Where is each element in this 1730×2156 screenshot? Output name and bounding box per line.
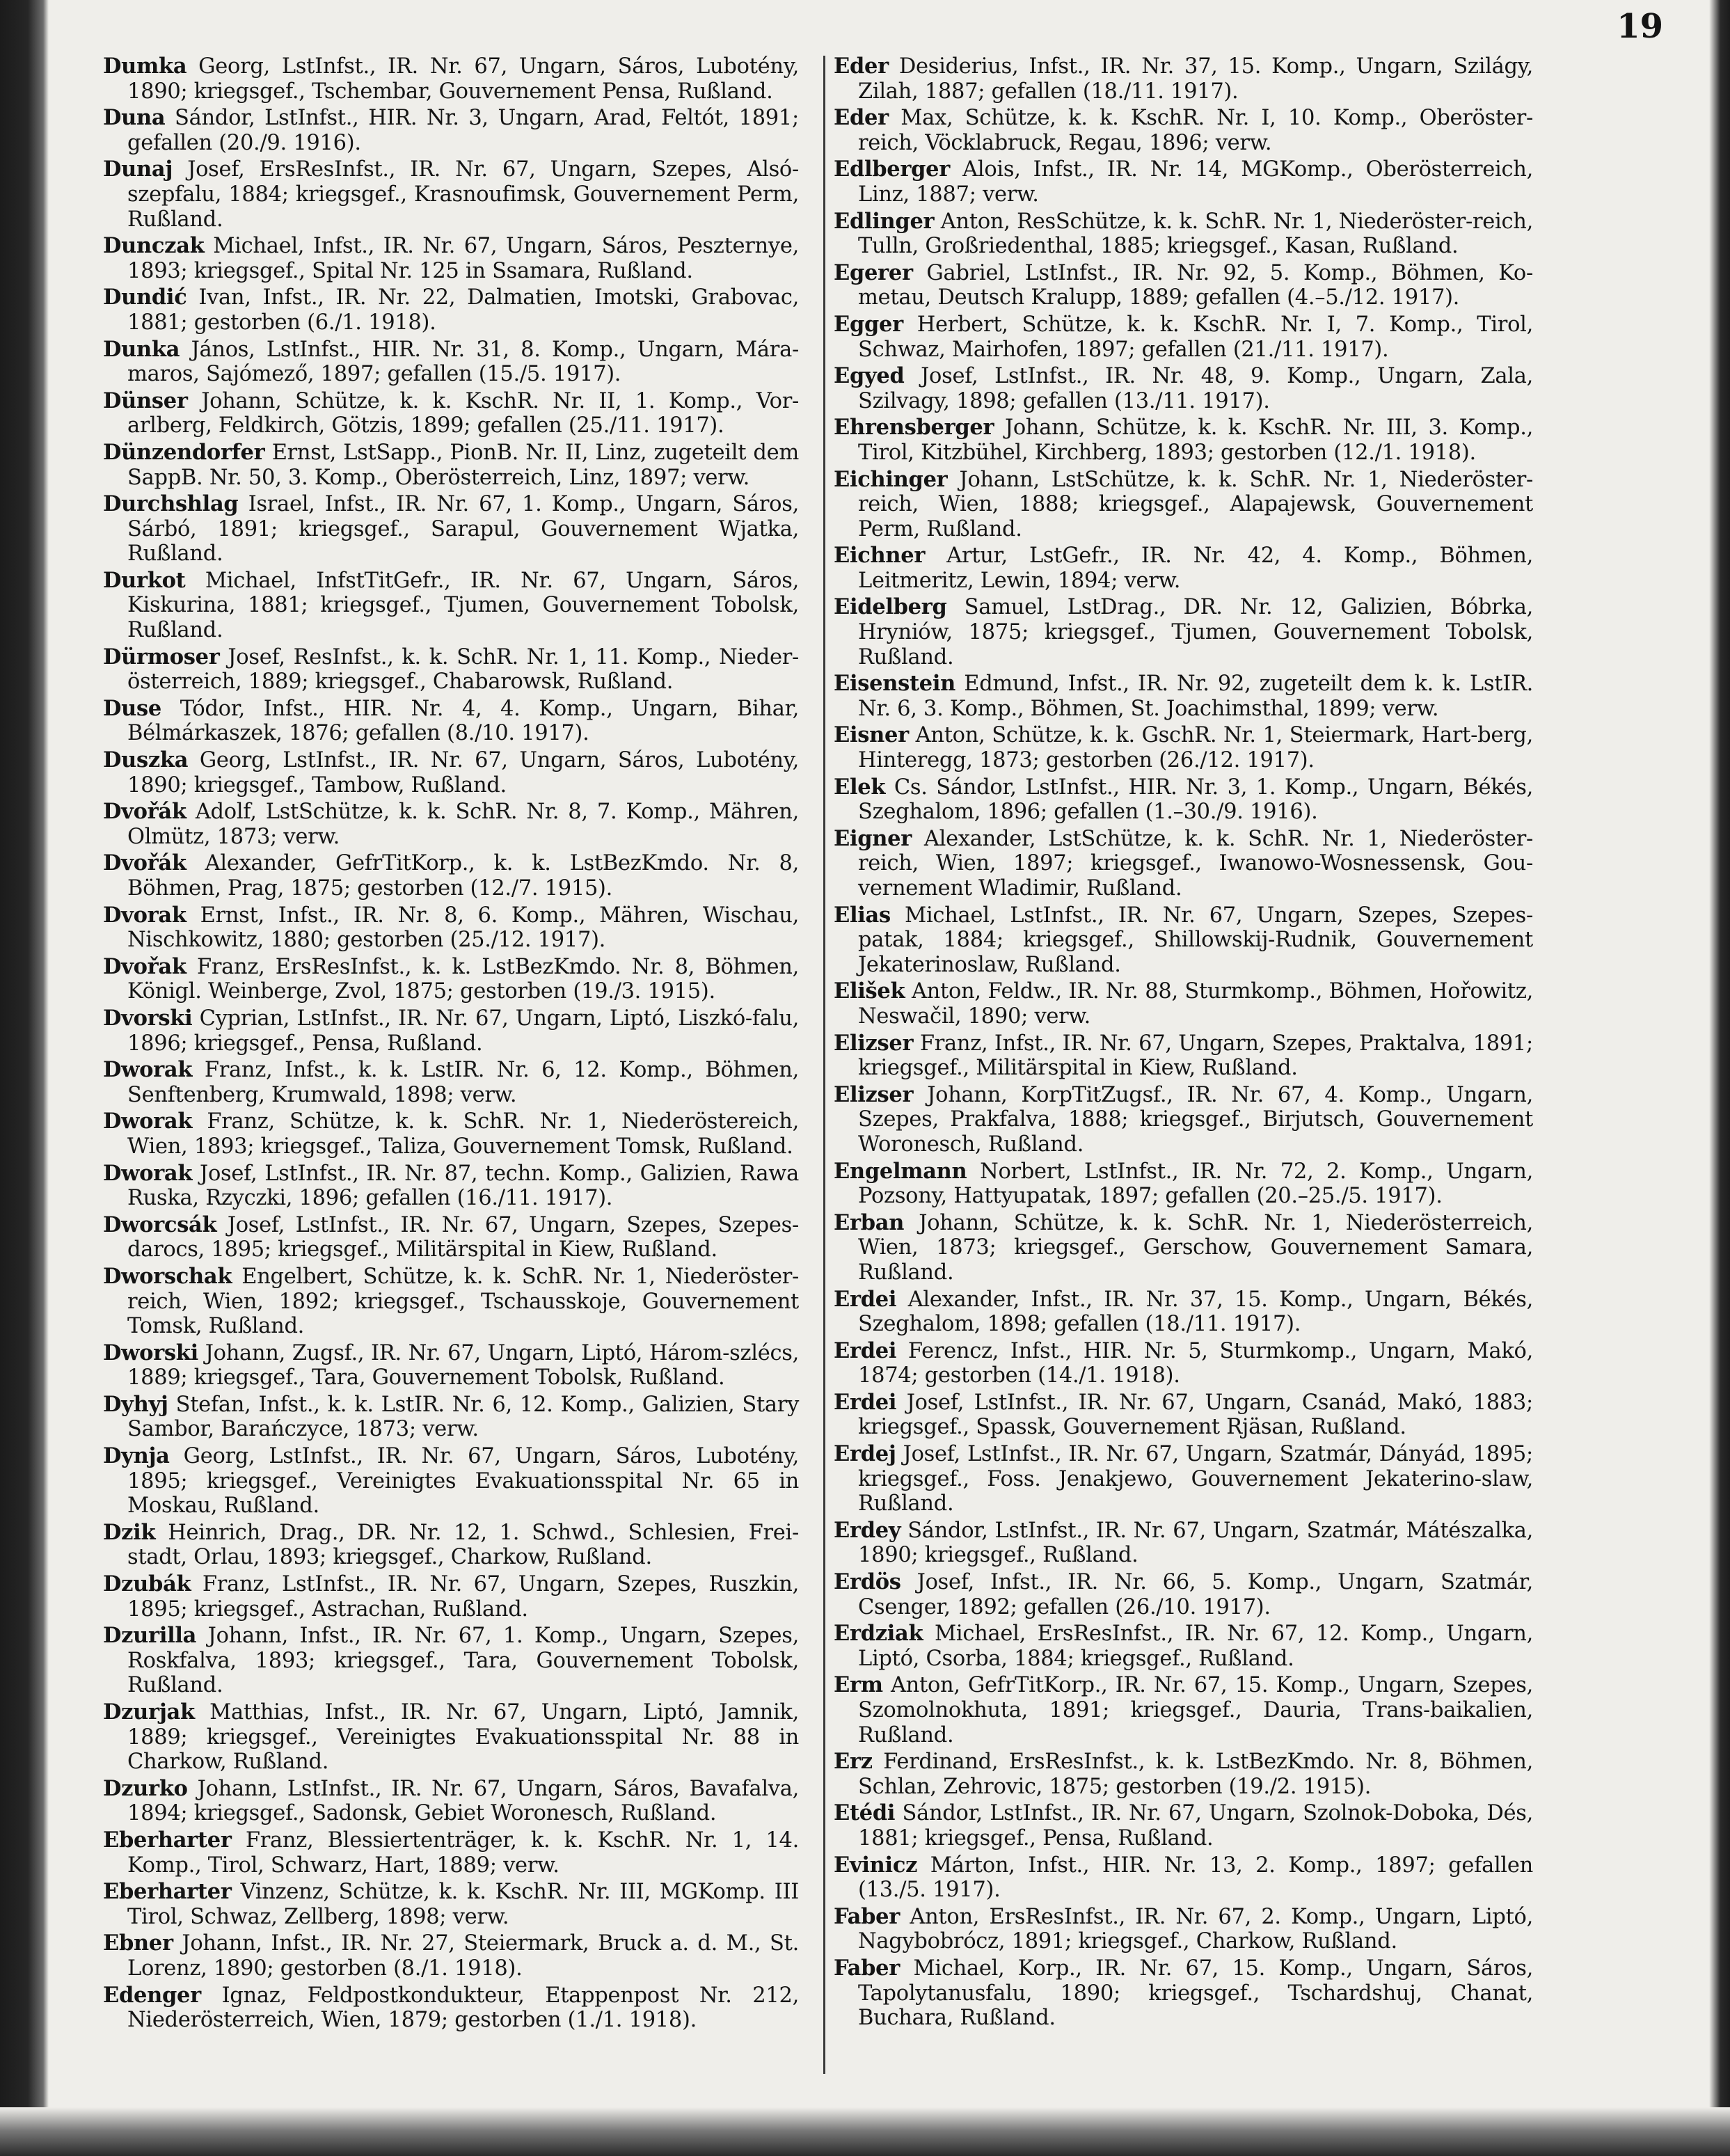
entry-surname: Durchshlag [103,491,239,517]
casualty-entry [834,1570,1533,1619]
entry-surname: Dworski [103,1340,198,1365]
casualty-entry [834,903,1533,978]
entry-details: Michael, ErsResInfst., IR. Nr. 67, 12. Komp., Ungarn, Liptó, Csorba, 1884; kriegsgef., Rußland. [858,1622,1533,1671]
entry-details: Norbert, LstInfst., IR. Nr. 72, 2. Komp., Ungarn, Pozsony, Hattyupatak, 1897; gefallen (20.–25./5. 1917). [858,1159,1533,1209]
casualty-entry [834,415,1533,465]
entry-details: Michael, Korp., IR. Nr. 67, 15. Komp., Ungarn, Sáros, Tapolytanusfalu, 1890; kriegsgef., Tschardshuj, Chanat, Buchara, Rußland. [858,1956,1533,2031]
entry-surname: Dvořák [103,799,187,825]
entry-details: Max, Schütze, k. k. KschR. Nr. I, 10. Komp., Oberöster-reich, Vöcklabruck, Regau, 1896; verw. [858,106,1533,155]
entry-details: Michael, InfstTitGefr., IR. Nr. 67, Ungarn, Sáros, Kiskurina, 1881; kriegsgef., Tjumen, Gouvernement Tobolsk, Rußland. [127,568,799,643]
casualty-entry [103,441,799,490]
entry-details: Johann, LstInfst., IR. Nr. 67, Ungarn, Sáros, Bavafalva, 1894; kriegsgef., Sadonsk, Gebiet Woronesch, Rußland. [127,1776,800,1826]
casualty-entry [834,1750,1533,1799]
entry-details: Anton, ResSchütze, k. k. SchR. Nr. 1, Niederöster-reich, Tulln, Großriedenthal, 1885; kriegsgef., Kasan, Rußland. [858,209,1533,259]
entry-surname: Faber [834,1903,900,1929]
entry-surname: Dundić [103,285,187,310]
casualty-entry [103,234,799,283]
entry-details: Artur, LstGefr., IR. Nr. 42, 4. Komp., Böhmen, Leitmeritz, Lewin, 1894; verw. [858,544,1533,593]
entry-details: Israel, Infst., IR. Nr. 67, 1. Komp., Ungarn, Sáros, Sárbó, 1891; kriegsgef., Sarapul, Gouvernement Wjatka, Rußland. [127,492,799,566]
casualty-entry [834,1853,1533,1903]
casualty-entry [834,312,1533,362]
casualty-entry [103,338,799,387]
entry-details: Heinrich, Drag., DR. Nr. 12, 1. Schwd., Schlesien, Frei-stadt, Orlau, 1893; kriegsgef., Charkow, Rußland. [127,1520,799,1570]
entry-details: Alexander, GefrTitKorp., k. k. LstBezKmdo. Nr. 8, Böhmen, Prag, 1875; gestorben (12./7. 1915). [127,851,799,901]
entry-surname: Dvořák [103,850,187,876]
casualty-entry [103,54,799,104]
casualty-entry [834,1031,1533,1081]
page-number: 19 [1617,7,1663,46]
casualty-entry [103,1700,799,1775]
casualty-entry [834,1211,1533,1285]
entry-surname: Egger [834,311,903,337]
casualty-entry [103,851,799,901]
casualty-entry [834,157,1533,207]
entry-details: Anton, ErsResInfst., IR. Nr. 67, 2. Komp., Ungarn, Liptó, Nagybobrócz, 1891; kriegsgef., Charkow, Rußland. [858,1904,1533,1954]
entry-surname: Ehrensberger [834,415,994,441]
entry-details: Sándor, LstInfst., HIR. Nr. 3, Ungarn, Arad, Feltót, 1891; gefallen (20./9. 1916). [127,106,799,155]
entry-surname: Duna [103,105,166,131]
entry-surname: Eichner [834,543,926,569]
entry-details: Anton, GefrTitKorp., IR. Nr. 67, 15. Komp., Ungarn, Szepes, Szomolnokhuta, 1891; kriegsgef., Dauria, Trans-baikalien, Rußland. [858,1673,1533,1747]
casualty-entry [834,1956,1533,2031]
entry-surname: Dünzendorfer [103,439,265,465]
entry-details: Stefan, Infst., k. k. LstIR. Nr. 6, 12. Komp., Galizien, Stary Sambor, Barańczyce, 1873; verw. [127,1392,799,1442]
entry-surname: Ebner [103,1931,173,1956]
entry-surname: Dunaj [103,157,173,182]
casualty-entry [103,903,799,953]
casualty-entry [834,209,1533,259]
entry-details: Johann, LstSchütze, k. k. SchR. Nr. 1, Niederöster-reich, Wien, 1888; kriegsgef., Alapajewsk, Gouvernement Perm, Rußland. [858,467,1533,541]
entry-surname: Erm [834,1672,883,1698]
entry-details: Alois, Infst., IR. Nr. 14, MGKomp., Oberösterreich, Linz, 1887; verw. [858,157,1534,207]
casualty-entry [834,1519,1533,1568]
entry-surname: Elizser [834,1030,914,1056]
entry-details: Franz, ErsResInfst., k. k. LstBezKmdo. Nr. 8, Böhmen, Königl. Weinberge, Zvol, 1875; gestorben (19./3. 1915). [127,954,799,1004]
entry-surname: Faber [834,1955,900,1981]
entry-details: Franz, Infst., IR. Nr. 67, Ungarn, Szepes, Praktalva, 1891; kriegsgef., Militärspital in Kiew, Rußland. [858,1031,1533,1081]
entry-details: Ernst, LstSapp., PionB. Nr. II, Linz, zugeteilt dem SappB. Nr. 50, 3. Komp., Oberösterreich, Linz, 1897; verw. [127,440,799,490]
entry-surname: Dworschak [103,1263,232,1289]
entry-details: Anton, Schütze, k. k. GschR. Nr. 1, Steiermark, Hart-berg, Hinteregg, 1873; gestorben (26./12. 1917). [858,723,1533,773]
entry-details: Sándor, LstInfst., IR. Nr. 67, Ungarn, Szolnok-Doboka, Dés, 1881; kriegsgef., Pensa, Rußland. [858,1801,1533,1850]
entry-details: Johann, Zugsf., IR. Nr. 67, Ungarn, Liptó, Három-szlécs, 1889; kriegsgef., Tara, Gouvernement Tobolsk, Rußland. [127,1340,799,1390]
casualty-entry [834,979,1533,1029]
entry-surname: Egerer [834,260,913,285]
casualty-entry [103,1213,799,1262]
entry-surname: Dunczak [103,233,205,259]
entry-surname: Eberharter [103,1827,232,1853]
entry-surname: Erban [834,1210,905,1235]
casualty-entry [834,261,1533,310]
casualty-entry [103,1572,799,1622]
casualty-entry [834,106,1533,155]
entry-details: Josef, LstInfst., IR. Nr. 67, Ungarn, Szepes, Szepes-darocs, 1895; kriegsgef., Militärspital in Kiew, Rußland. [127,1212,799,1262]
casualty-entry [103,1880,799,1929]
entry-details: Gabriel, LstInfst., IR. Nr. 92, 5. Komp., Böhmen, Ko-metau, Deutsch Kralupp, 1889; gefallen (4.–5./12. 1917). [858,260,1533,310]
entry-surname: Etédi [834,1800,896,1826]
entry-details: Sándor, LstInfst., IR. Nr. 67, Ungarn, Szatmár, Mátészalka, 1890; kriegsgef., Rußland. [858,1518,1533,1568]
entry-details: Johann, Schütze, k. k. SchR. Nr. 1, Niederösterreich, Wien, 1873; kriegsgef., Gerschow, Gouvernement Samara, Rußland. [858,1210,1533,1285]
entry-surname: Dzurilla [103,1623,197,1649]
right-column [834,54,1533,2033]
entry-surname: Duszka [103,747,189,773]
entry-details: Cs. Sándor, LstInfst., HIR. Nr. 3, 1. Komp., Ungarn, Békés, Szeghalom, 1896; gefallen (1.–30./9. 1916). [858,775,1533,825]
casualty-entry [834,364,1533,413]
casualty-entry [103,1006,799,1056]
entry-details: Anton, Feldw., IR. Nr. 88, Sturmkomp., Böhmen, Hořowitz, Neswačil, 1890; verw. [858,979,1533,1029]
casualty-entry [103,492,799,566]
entry-surname: Dynja [103,1443,170,1469]
entry-details: Johann, KorpTitZugsf., IR. Nr. 67, 4. Komp., Ungarn, Szepes, Prakfalva, 1888; kriegsgef., Birjutsch, Gouvernement Woronesch, Rußland. [858,1082,1533,1157]
entry-details: Josef, LstInfst., IR. Nr. 87, techn. Komp., Galizien, Rawa Ruska, Rzyczki, 1896; gefallen (16./11. 1917). [127,1161,799,1211]
entry-details: Michael, LstInfst., IR. Nr. 67, Ungarn, Szepes, Szepes-patak, 1884; kriegsgef., Shillowskij-Rudnik, Gouvernement Jekaterinoslaw, Rußland. [858,903,1533,977]
entry-surname: Dvorak [103,902,187,928]
casualty-entry [103,157,799,232]
entry-details: Ernst, Infst., IR. Nr. 8, 6. Komp., Mähren, Wischau, Nischkowitz, 1880; gestorben (25./12. 1917). [127,903,799,953]
entry-details: Franz, Blessiertenträger, k. k. KschR. Nr. 1, 14. Komp., Tirol, Schwarz, Hart, 1889; verw. [127,1828,799,1878]
entry-details: Ferencz, Infst., HIR. Nr. 5, Sturmkomp., Ungarn, Makó, 1874; gestorben (14./1. 1918). [858,1338,1533,1388]
entry-surname: Erdei [834,1286,897,1312]
entry-surname: Eichinger [834,466,948,492]
casualty-entry [834,827,1533,901]
entry-surname: Egyed [834,363,905,389]
entry-surname: Duse [103,695,162,721]
casualty-entry [834,723,1533,772]
casualty-entry [834,775,1533,825]
entry-details: Tódor, Infst., HIR. Nr. 4, 4. Komp., Ungarn, Bihar, Bélmárkaszek, 1876; gefallen (8./10. 1917). [127,696,799,746]
entry-surname: Eder [834,105,889,131]
casualty-entry [103,645,799,695]
entry-details: Adolf, LstSchütze, k. k. SchR. Nr. 8, 7. Komp., Mähren, Olmütz, 1873; verw. [127,800,799,849]
entry-surname: Eisenstein [834,671,956,697]
entry-surname: Dumka [103,54,187,79]
scan-left-border [0,0,49,2156]
entry-details: Johann, Infst., IR. Nr. 67, 1. Komp., Ungarn, Szepes, Roskfalva, 1893; kriegsgef., Tara, Gouvernement Tobolsk, Rußland. [127,1624,799,1698]
casualty-entry [103,1341,799,1390]
casualty-entry [834,1390,1533,1440]
entry-details: Ferdinand, ErsResInfst., k. k. LstBezKmdo. Nr. 8, Böhmen, Schlan, Zehrovic, 1875; gestorben (19./2. 1915). [858,1750,1533,1799]
entry-details: Franz, Schütze, k. k. SchR. Nr. 1, Niederöstereich, Wien, 1893; kriegsgef., Taliza, Gouvernement Tomsk, Rußland. [127,1109,799,1159]
casualty-entry [834,54,1533,104]
scan-right-border [1709,0,1730,2156]
entry-surname: Dworak [103,1109,193,1134]
entry-details: János, LstInfst., HIR. Nr. 31, 8. Komp., Ungarn, Mára-maros, Sajómező, 1897; gefallen (15./5. 1917). [127,337,799,387]
entry-details: Josef, ResInfst., k. k. SchR. Nr. 1, 11. Komp., Nieder-österreich, 1889; kriegsgef., Chabarowsk, Rußland. [127,644,799,695]
casualty-entry [834,1287,1533,1337]
casualty-entry [834,595,1533,669]
entry-details: Alexander, Infst., IR. Nr. 37, 15. Komp., Ungarn, Békés, Szeghalom, 1898; gefallen (18./11. 1917). [858,1287,1533,1337]
casualty-entry [103,285,799,335]
entry-surname: Engelmann [834,1158,967,1184]
entry-surname: Erdey [834,1517,901,1543]
entry-surname: Erdei [834,1338,897,1363]
entry-surname: Elek [834,774,886,800]
entry-surname: Dyhyj [103,1391,168,1417]
casualty-entry [834,1801,1533,1850]
entry-details: Georg, LstInfst., IR. Nr. 67, Ungarn, Sáros, Lubotény, 1895; kriegsgef., Vereinigtes Evakuationsspital Nr. 65 in Moskau, Rußland. [127,1444,799,1519]
entry-details: Josef, Infst., IR. Nr. 66, 5. Komp., Ungarn, Szatmár, Csenger, 1892; gefallen (26./10. 1917). [858,1570,1533,1619]
casualty-entry [103,389,799,438]
entry-surname: Edenger [103,1982,201,2008]
entry-details: Johann, Schütze, k. k. KschR. Nr. III, 3. Komp., Tirol, Kitzbühel, Kirchberg, 1893; gestorben (12./1. 1918). [858,415,1533,465]
casualty-entry [103,1162,799,1211]
entry-surname: Eder [834,54,889,79]
entry-details: Johann, Schütze, k. k. KschR. Nr. II, 1. Komp., Vor-arlberg, Feldkirch, Götzis, 1899; gefallen (25./11. 1917). [127,388,799,438]
entry-details: Alexander, LstSchütze, k. k. SchR. Nr. 1, Niederöster-reich, Wien, 1897; kriegsgef., Iwanowo-Wosnessensk, Gou-vernement Wladimir, Rußland. [858,826,1533,901]
casualty-entry [103,106,799,155]
casualty-entry [834,1673,1533,1747]
entry-surname: Dunka [103,336,180,362]
casualty-entry [834,1622,1533,1671]
casualty-entry [103,1109,799,1159]
entry-surname: Erz [834,1749,873,1775]
entry-surname: Elias [834,902,891,928]
entry-details: Josef, LstInfst., IR. Nr. 67, Ungarn, Szatmár, Dányád, 1895; kriegsgef., Foss. Jenakjewo, Gouvernement Jekaterino-slaw, Rußland. [858,1442,1533,1516]
casualty-entry [103,1624,799,1698]
entry-surname: Eigner [834,825,912,851]
entry-details: Michael, Infst., IR. Nr. 67, Ungarn, Sáros, Peszternye, 1893; kriegsgef., Spital Nr. 125 in Ssamara, Rußland. [127,234,799,283]
entry-details: Georg, LstInfst., IR. Nr. 67, Ungarn, Sáros, Lubotény, 1890; kriegsgef., Tambow, Rußland. [127,748,799,798]
casualty-entry [103,1828,799,1878]
casualty-entry [103,1931,799,1981]
entry-details: Josef, ErsResInfst., IR. Nr. 67, Ungarn, Szepes, Alsó-szepfalu, 1884; kriegsgef., Krasnoufimsk, Gouvernement Perm, Rußland. [127,157,799,232]
entry-details: Josef, LstInfst., IR. Nr. 67, Ungarn, Csanád, Makó, 1883; kriegsgef., Spassk, Gouvernement Rjäsan, Rußland. [858,1390,1533,1440]
entry-details: Herbert, Schütze, k. k. KschR. Nr. I, 7. Komp., Tirol, Schwaz, Mairhofen, 1897; gefallen (21./11. 1917). [858,312,1533,362]
entry-surname: Edlinger [834,208,935,234]
entry-surname: Dworcsák [103,1212,217,1237]
entry-surname: Edlberger [834,157,951,182]
casualty-entry [103,748,799,798]
entry-surname: Elizser [834,1081,914,1107]
entry-surname: Durkot [103,567,186,593]
entry-surname: Dworak [103,1057,193,1083]
entry-surname: Dürmoser [103,644,220,669]
entry-surname: Dvorski [103,1005,193,1031]
entry-details: Vinzenz, Schütze, k. k. KschR. Nr. III, MGKomp. III Tirol, Schwaz, Zellberg, 1898; verw. [127,1880,799,1929]
entry-details: Samuel, LstDrag., DR. Nr. 12, Galizien, Bóbrka, Hryniów, 1875; kriegsgef., Tjumen, Gouvernement Tobolsk, Rußland. [858,595,1533,669]
casualty-entry [834,1083,1533,1157]
entry-surname: Dworak [103,1160,193,1186]
casualty-entry [103,1521,799,1570]
casualty-entry [834,1442,1533,1516]
entry-surname: Eidelberg [834,594,947,620]
entry-details: Edmund, Infst., IR. Nr. 92, zugeteilt dem k. k. LstIR. Nr. 6, 3. Komp., Böhmen, St. Joachimsthal, 1899; verw. [858,672,1533,721]
casualty-entry [103,955,799,1004]
entry-surname: Eberharter [103,1879,232,1905]
entry-details: Franz, Infst., k. k. LstIR. Nr. 6, 12. Komp., Böhmen, Senftenberg, Krumwald, 1898; verw. [127,1058,799,1107]
casualty-entry [834,544,1533,593]
entry-surname: Evinicz [834,1852,918,1878]
entry-details: Cyprian, LstInfst., IR. Nr. 67, Ungarn, Liptó, Liszkó-falu, 1896; kriegsgef., Pensa, Rußland. [127,1006,799,1056]
casualty-entry [103,1777,799,1826]
entry-surname: Dzurko [103,1775,188,1801]
entry-surname: Dzik [103,1519,156,1545]
entry-details: Georg, LstInfst., IR. Nr. 67, Ungarn, Sáros, Lubotény, 1890; kriegsgef., Tschembar, Gouvernement Pensa, Rußland. [127,54,799,104]
left-column [103,54,799,2035]
casualty-entry [103,1265,799,1339]
casualty-entry [834,468,1533,542]
entry-details: Márton, Infst., HIR. Nr. 13, 2. Komp., 1897; gefallen (13./5. 1917). [858,1853,1533,1903]
casualty-entry [103,1983,799,2033]
casualty-entry [103,1444,799,1519]
column-divider [823,56,825,2074]
entry-surname: Erdej [834,1441,896,1467]
entry-surname: Eisner [834,722,909,748]
casualty-entry [103,697,799,746]
entry-surname: Dzubák [103,1571,191,1597]
entry-surname: Dünser [103,388,188,413]
entry-details: Franz, LstInfst., IR. Nr. 67, Ungarn, Szepes, Ruszkin, 1895; kriegsgef., Astrachan, Rußland. [127,1572,799,1622]
scan-bottom-border [0,2107,1730,2156]
entry-details: Josef, LstInfst., IR. Nr. 48, 9. Komp., Ungarn, Zala, Szilvagy, 1898; gefallen (13./11. 1917). [858,364,1533,413]
casualty-entry [103,1058,799,1107]
casualty-entry [834,672,1533,721]
entry-surname: Dvořak [103,953,187,979]
casualty-entry [103,800,799,849]
casualty-entry [103,1393,799,1442]
entry-surname: Erdös [834,1569,901,1595]
entry-details: Desiderius, Infst., IR. Nr. 37, 15. Komp., Ungarn, Szilágy, Zilah, 1887; gefallen (18./11. 1917). [858,54,1533,104]
casualty-entry [834,1905,1533,1954]
entry-details: Johann, Infst., IR. Nr. 27, Steiermark, Bruck a. d. M., St. Lorenz, 1890; gestorben (8./1. 1918). [127,1931,799,1981]
entry-surname: Dzurjak [103,1699,195,1725]
casualty-entry [834,1159,1533,1209]
entry-details: Engelbert, Schütze, k. k. SchR. Nr. 1, Niederöster-reich, Wien, 1892; kriegsgef., Tschausskoje, Gouvernement Tomsk, Rußland. [127,1264,799,1339]
entry-details: Ivan, Infst., IR. Nr. 22, Dalmatien, Imotski, Grabovac, 1881; gestorben (6./1. 1918). [127,285,799,335]
casualty-entry [103,569,799,643]
entry-surname: Erdei [834,1389,897,1415]
entry-surname: Erdziak [834,1621,923,1647]
entry-details: Matthias, Infst., IR. Nr. 67, Ungarn, Liptó, Jamnik, 1889; kriegsgef., Vereinigtes Evakuationsspital Nr. 88 in Charkow, Rußland. [127,1700,799,1775]
entry-details: Ignaz, Feldpostkondukteur, Etappenpost Nr. 212, Niederösterreich, Wien, 1879; gestorben (1./1. 1918). [127,1983,799,2033]
entry-surname: Elišek [834,978,905,1004]
casualty-entry [834,1339,1533,1388]
